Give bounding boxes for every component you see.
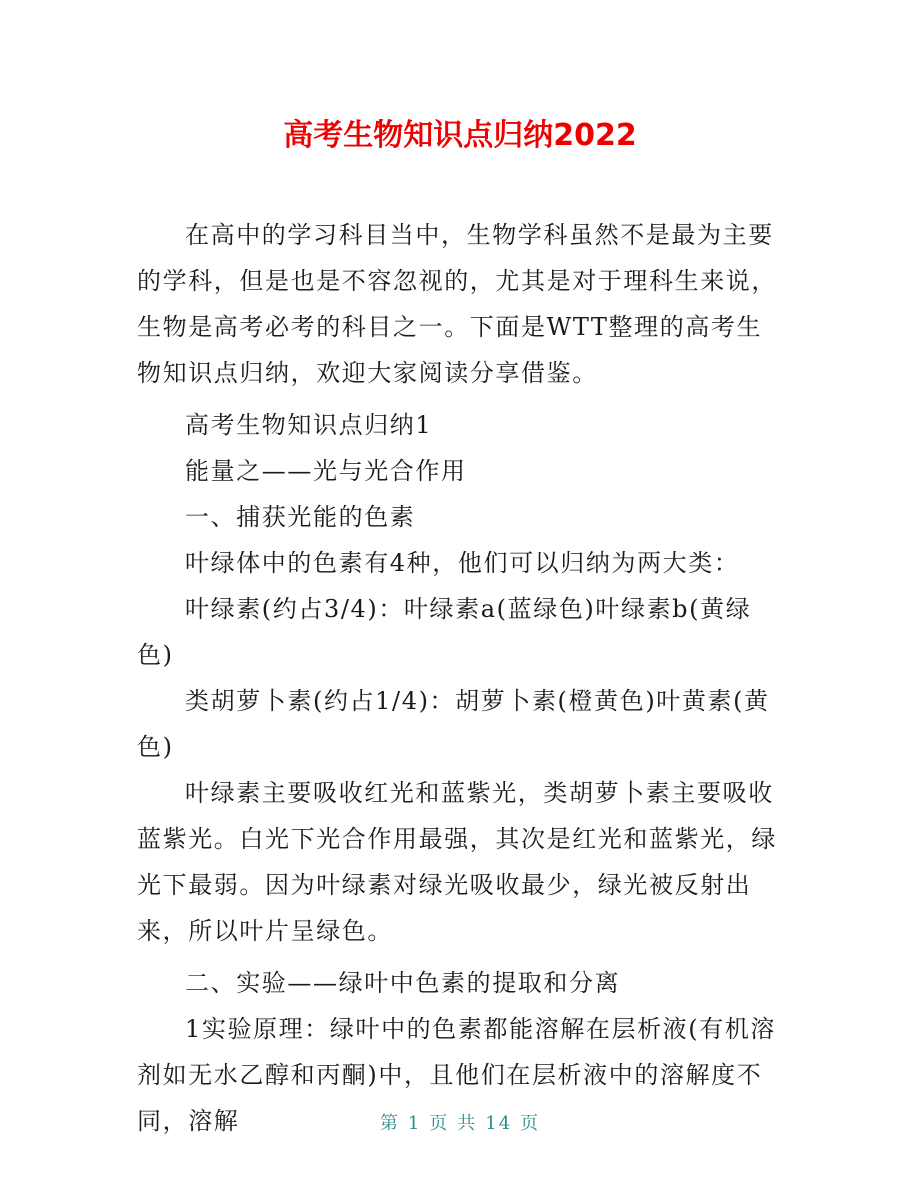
subheading-energy: 能量之——光与光合作用 xyxy=(185,457,467,485)
paragraph-intro: 在高中的学习科目当中，生物学科虽然不是最为主要的学科，但是也是不容忽视的，尤其是对于理科生来说，生物是高考必考的科目之一。下面是WTT整理的高考生物知识点归纳，欢迎大家阅读分享借鉴。 xyxy=(137,221,777,387)
paragraph-pigment-types: 叶绿体中的色素有4种，他们可以归纳为两大类： xyxy=(185,549,740,577)
paragraph-chlorophyll: 叶绿素(约占3/4)：叶绿素a(蓝绿色)叶绿素b(黄绿色) xyxy=(137,595,752,669)
page-footer xyxy=(0,1112,920,1136)
document-title: 高考生物知识点归纳2022 xyxy=(283,118,637,153)
paragraph-absorption: 叶绿素主要吸收红光和蓝紫光，类胡萝卜素主要吸收蓝紫光。白光下光合作用最强，其次是红光和蓝紫光，绿光下最弱。因为叶绿素对绿光吸收最少，绿光被反射出来，所以叶片呈绿色。 xyxy=(137,779,777,945)
subheading-experiment: 二、实验——绿叶中色素的提取和分离 xyxy=(185,969,621,997)
section-heading-1: 高考生物知识点归纳1 xyxy=(185,411,433,439)
subheading-pigments: 一、捕获光能的色素 xyxy=(185,503,416,531)
footer-page-number: 1 xyxy=(407,1113,422,1134)
footer-page-prefix: 第 xyxy=(379,1113,400,1134)
footer-page-mid: 页 xyxy=(429,1113,450,1134)
footer-total-suffix: 页 xyxy=(520,1113,541,1134)
paragraph-carotenoid: 类胡萝卜素(约占1/4)：胡萝卜素(橙黄色)叶黄素(黄色) xyxy=(137,687,770,761)
paragraph-principle: 1实验原理：绿叶中的色素都能溶解在层析液(有机溶剂如无水乙醇和丙酮)中，且他们在层析液中的溶解度不同，溶解 xyxy=(137,1015,777,1135)
document-body xyxy=(137,212,785,1144)
footer-total-prefix: 共 xyxy=(457,1113,478,1134)
footer-total-pages: 14 xyxy=(485,1113,513,1134)
